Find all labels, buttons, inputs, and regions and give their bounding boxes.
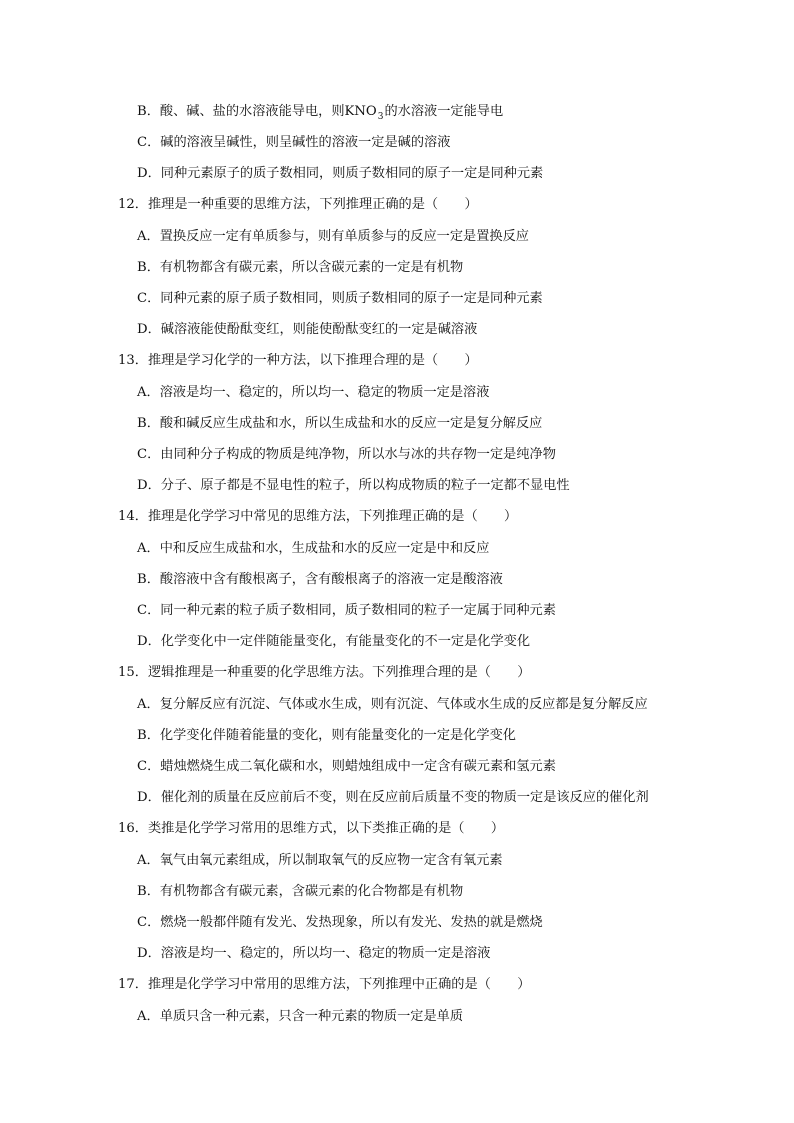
question-12-option-b: B．有机物都含有碳元素，所以含碳元素的一定是有机物 [137, 260, 464, 275]
question-12-option-c: C．同种元素的原子质子数相同，则质子数相同的原子一定是同种元素 [137, 291, 543, 306]
question-13-stem: 13．推理是学习化学的一种方法，以下推理合理的是（ ） [118, 353, 478, 368]
question-12-option-a: A．置换反应一定有单质参与，则有单质参与的反应一定是置换反应 [137, 229, 529, 244]
question-14-stem: 14．推理是化学学习中常见的思维方法，下列推理正确的是（ ） [118, 509, 518, 524]
option-d-prev: D．同种元素原子的质子数相同，则质子数相同的原子一定是同种元素 [137, 166, 544, 181]
option-c-prev: C．碱的溶液呈碱性，则呈碱性的溶液一定是碱的溶液 [137, 135, 451, 150]
question-15-option-d: D．催化剂的质量在反应前后不变，则在反应前后质量不变的物质一定是该反应的催化剂 [137, 790, 649, 805]
question-16-option-c: C．燃烧一般都伴随有发光、发热现象，所以有发光、发热的就是燃烧 [137, 915, 543, 930]
question-16-option-b: B．有机物都含有碳元素，含碳元素的化合物都是有机物 [137, 884, 464, 899]
question-16-option-d: D．溶液是均一、稳定的，所以均一、稳定的物质一定是溶液 [137, 946, 491, 961]
question-17-stem: 17．推理是化学学习中常用的思维方法，下列推理中正确的是（ ） [118, 977, 531, 992]
question-12-option-d: D．碱溶液能使酚酞变红，则能使酚酞变红的一定是碱溶液 [137, 322, 478, 337]
subscript: 3 [377, 112, 384, 122]
question-16-stem: 16．类推是化学学习常用的思维方式，以下类推正确的是（ ） [118, 821, 505, 836]
question-16-option-a: A．氧气由氧元素组成，所以制取氧气的反应物一定含有氧元素 [137, 853, 503, 868]
question-15-option-c: C．蜡烛燃烧生成二氧化碳和水，则蜡烛组成中一定含有碳元素和氢元素 [137, 759, 556, 774]
option-b-prev [137, 103, 503, 121]
option-text: 的水溶液一定能导电 [384, 104, 504, 119]
question-14-option-b: B．酸溶液中含有酸根离子，含有酸根离子的溶液一定是酸溶液 [137, 572, 503, 587]
question-15-option-a: A．复分解反应有沉淀、气体或水生成，则有沉淀、气体或水生成的反应都是复分解反应 [137, 697, 648, 712]
question-13-option-b: B．酸和碱反应生成盐和水，所以生成盐和水的反应一定是复分解反应 [137, 416, 543, 431]
question-13-option-c: C．由同种分子构成的物质是纯净物，所以水与冰的共存物一定是纯净物 [137, 447, 556, 462]
question-14-option-c: C．同一种元素的粒子质子数相同，质子数相同的粒子一定属于同种元素 [137, 603, 556, 618]
question-13-option-a: A．溶液是均一、稳定的，所以均一、稳定的物质一定是溶液 [137, 385, 490, 400]
option-text: B．酸、碱、盐的水溶液能导电，则KNO [137, 104, 377, 119]
question-12-stem: 12．推理是一种重要的思维方法，下列推理正确的是（ ） [118, 197, 478, 212]
question-14-option-d: D．化学变化中一定伴随能量变化，有能量变化的不一定是化学变化 [137, 634, 531, 649]
question-13-option-d: D．分子、原子都是不显电性的粒子，所以构成物质的粒子一定都不显电性 [137, 478, 570, 493]
question-15-option-b: B．化学变化伴随着能量的变化，则有能量变化的一定是化学变化 [137, 728, 516, 743]
question-17-option-a: A．单质只含一种元素，只含一种元素的物质一定是单质 [137, 1009, 464, 1024]
question-15-stem: 15．逻辑推理是一种重要的化学思维方法。下列推理合理的是（ ） [118, 665, 531, 680]
question-14-option-a: A．中和反应生成盐和水，生成盐和水的反应一定是中和反应 [137, 541, 490, 556]
